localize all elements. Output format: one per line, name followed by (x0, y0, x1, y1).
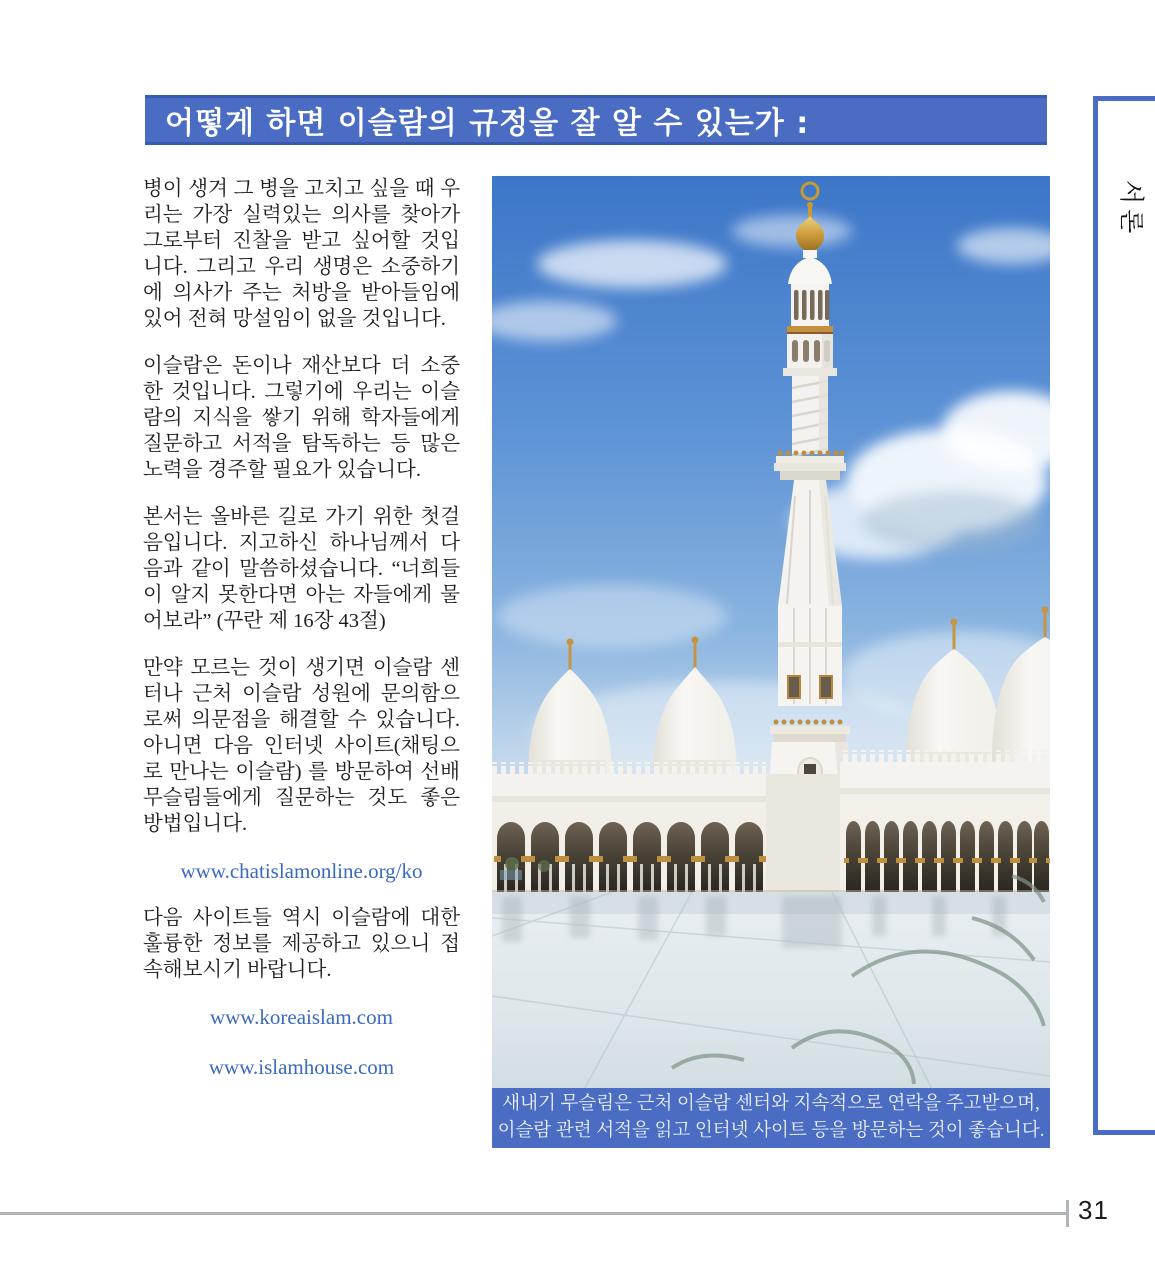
paragraph: 본서는 올바른 길로 가기 위한 첫걸음입니다. 지고하신 하나님께서 다음과 같이 말씀하셨습니다. “너희들이 알지 못한다면 아는 자들에게 물어보라” (꾸란 제 16장 43절) (143, 506, 460, 632)
mosque-photo-art (492, 176, 1050, 1148)
footer-tick (1066, 1200, 1069, 1227)
paragraph: 만약 모르는 것이 생기면 이슬람 센터나 근처 이슬람 성원에 문의함으로써 의문점을 해결할 수 있습니다. 아니면 다음 인터넷 사이트(채팅으로 만나는 이슬람) 를 방문하여 선배 무슬림들에게 질문하는 것도 좋은 방법입니다. (143, 657, 460, 835)
link-islamhouse[interactable]: www.islamhouse.com (208, 1055, 395, 1079)
paragraph: 이슬람은 돈이나 재산보다 더 소중한 것입니다. 그렇기에 우리는 이슬람의 지식을 쌓기 위해 학자들에게 질문하고 서적을 탐독하는 등 많은 노력을 경주할 필요가 있습니다. (143, 355, 460, 481)
paragraph: 병이 생겨 그 병을 고치고 싶을 때 우리는 가장 실력있는 의사를 찾아가 그로부터 진찰을 받고 싶어할 것입니다. 그리고 우리 생명은 소중하기에 의사가 주는 처방을 받아들임에 있어 전혀 망설임이 없을 것입니다. (143, 178, 460, 330)
text-column (143, 176, 460, 1101)
link-chatislamonline[interactable]: www.chatislamonline.org/ko (180, 859, 423, 883)
page-number: 31 (1078, 1195, 1109, 1225)
right-arches (844, 821, 1050, 892)
section-tab-label: 서론 (1117, 180, 1144, 239)
footer-rule (0, 1212, 1066, 1215)
caption-line-2: 이슬람 관련 서적을 읽고 인터넷 사이트 등을 방문하는 것이 좋습니다. (497, 1121, 1045, 1141)
paragraph: 다음 사이트들 역시 이슬람에 대한 훌륭한 정보를 제공하고 있으니 접속해보시기 바랍니다. (143, 907, 460, 981)
section-tab (1093, 96, 1155, 1135)
chapter-title: 어떻게 하면 이슬람의 규정을 잘 알 수 있는가 : (165, 106, 810, 141)
lower-balcony (770, 720, 850, 743)
mosque-photo (492, 176, 1050, 1148)
caption-line-1: 새내기 무슬림은 근처 이슬람 센터와 지속적으로 연락을 주고받으며, (502, 1094, 1040, 1114)
link-koreaislam[interactable]: www.koreaislam.com (210, 1005, 393, 1029)
photo-caption (492, 1088, 1050, 1148)
chapter-banner (145, 95, 1047, 145)
